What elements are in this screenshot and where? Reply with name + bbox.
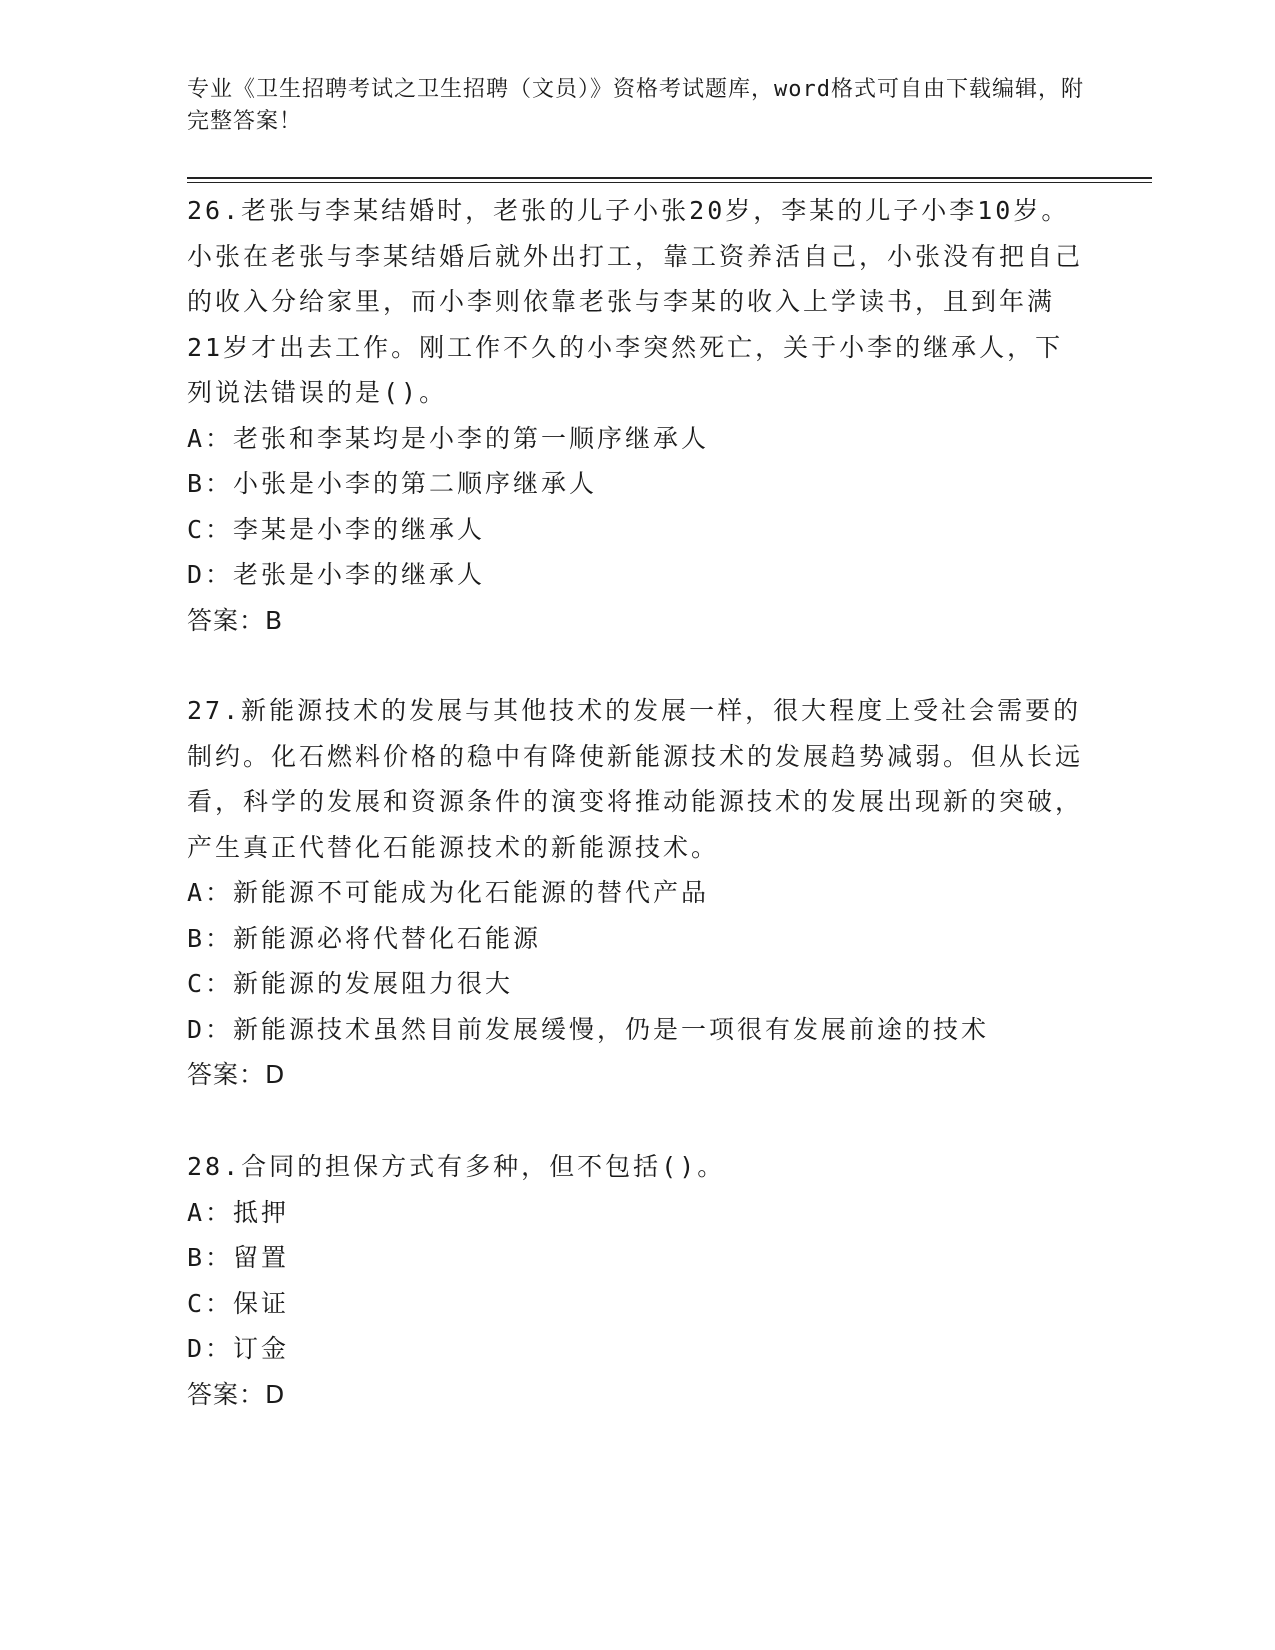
question-stem: 28.合同的担保方式有多种，但不包括()。: [187, 1152, 726, 1181]
question-27: [187, 688, 1087, 1098]
option-b: B：新能源必将代替化石能源: [187, 923, 542, 953]
document-header: 专业《卫生招聘考试之卫生招聘（文员）》资格考试题库，word格式可自由下载编辑，附完整答案！: [187, 77, 1084, 134]
header-divider-thick: [187, 177, 1152, 179]
option-c: C：新能源的发展阻力很大: [187, 969, 514, 998]
option-c: C：保证: [187, 1288, 290, 1318]
question-stem: 27.新能源技术的发展与其他技术的发展一样，很大程度上受社会需要的制约。化石燃料价格的稳中有降使新能源技术的发展趋势减弱。但从长远看，科学的发展和资源条件的演变将推动能源技术的发展出现新的突破，产生真正代替化石能源技术的新能源技术。: [187, 696, 1084, 862]
question-26: [187, 188, 1087, 643]
question-28: [187, 1144, 1087, 1417]
answer-label: 答案：D: [187, 1060, 286, 1089]
option-b: B：小张是小李的第二顺序继承人: [187, 469, 598, 498]
answer-label: 答案：B: [187, 605, 284, 635]
option-c: C：李某是小李的继承人: [187, 514, 486, 544]
header-divider-thin: [187, 182, 1152, 183]
option-d: D：老张是小李的继承人: [187, 560, 486, 589]
option-d: D：新能源技术虽然目前发展缓慢，仍是一项很有发展前途的技术: [187, 1014, 990, 1044]
option-a: A：新能源不可能成为化石能源的替代产品: [187, 878, 710, 907]
option-d: D：订金: [187, 1334, 290, 1363]
answer-label: 答案：D: [187, 1379, 286, 1409]
option-a: A：老张和李某均是小李的第一顺序继承人: [187, 423, 710, 453]
option-b: B：留置: [187, 1243, 290, 1272]
option-a: A：抵押: [187, 1197, 290, 1227]
question-stem: 26.老张与李某结婚时，老张的儿子小张20岁，李某的儿子小李10岁。小张在老张与李某结婚后就外出打工，靠工资养活自己，小张没有把自己的收入分给家里，而小李则依靠老张与李某的收入上学读书，且到年满21岁才出去工作。刚工作不久的小李突然死亡，关于小李的继承人，下列说法错误的是()。: [187, 196, 1084, 407]
